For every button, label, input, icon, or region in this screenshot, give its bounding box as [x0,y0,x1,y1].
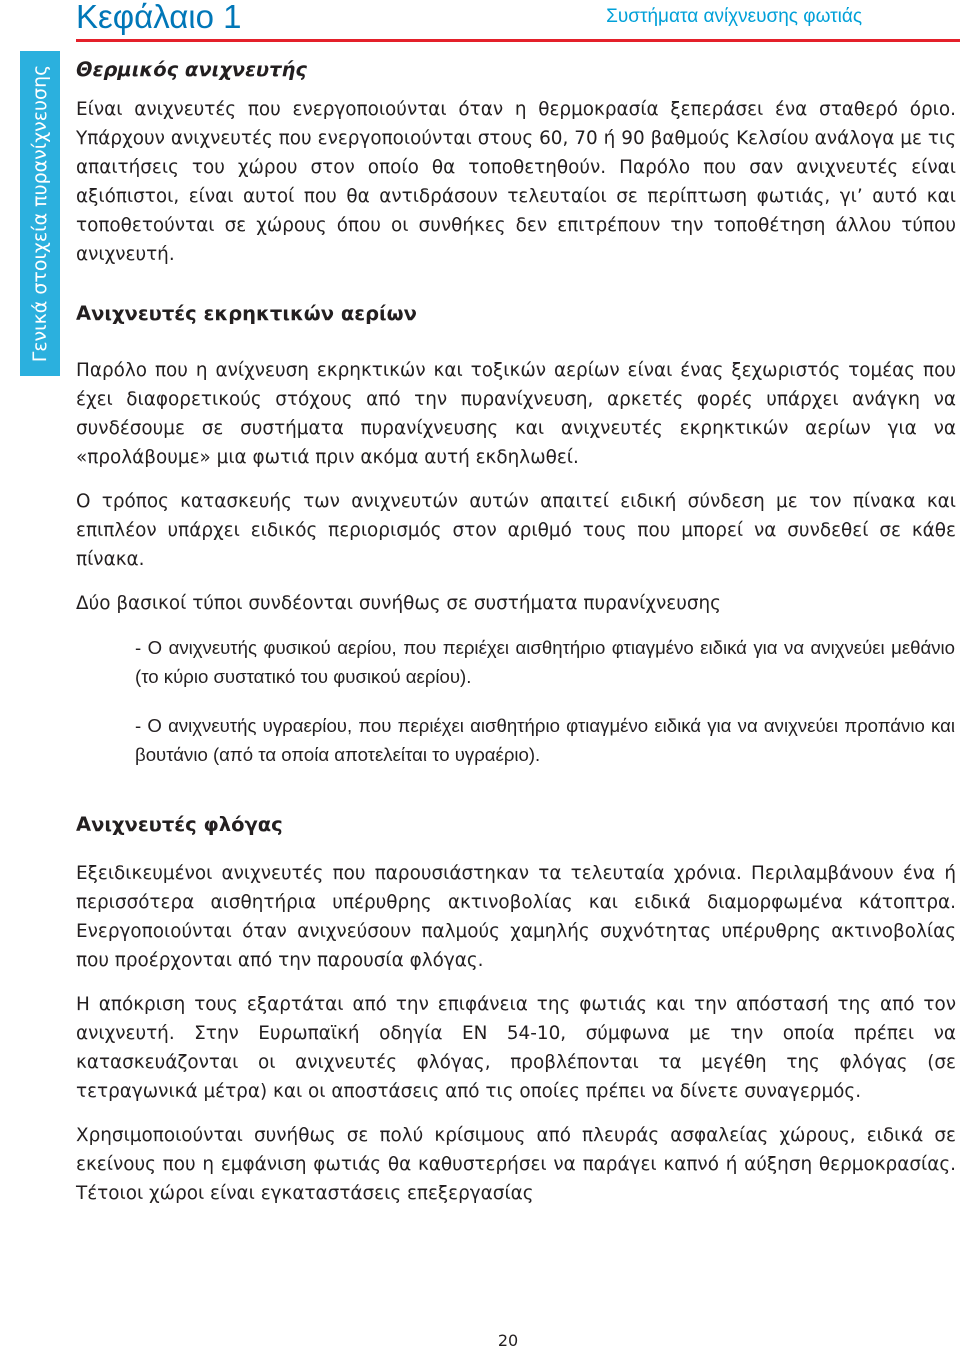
flame-paragraph-1: Εξειδικευμένοι ανιχνευτές που παρουσιάστηκαν τα τελευταία χρόνια. Περιλαμβάνουν ένα ή περισσότερα αισθητήρια υπέρυθρης ακτινοβολίας και ειδικά διαμορφωμένα κάτοπτρα. Ενεργοποιούνται όταν ανιχνεύσουν παλμούς χαμηλής συχνότητας υπέρυθρης ακτινοβολίας που προέρχονται από την παρουσία φλόγας. [76,863,956,971]
gas-paragraph-3: Δύο βασικοί τύποι συνδέονται συνήθως σε συστήματα πυρανίχνευσης [76,593,721,614]
flame-paragraph-3: Χρησιμοποιούνται συνήθως σε πολύ κρίσιμους από πλευράς ασφαλείας χώρους, ειδικά σε εκείνους που η εμφάνιση φωτιάς θα καθυστερήσει να παράγει καπνό ή αύξηση θερμοκρασίας. Τέτοιοι χώροι είναι εγκαταστάσεις επεξεργασίας [76,1125,956,1204]
header-rule [76,39,960,42]
thermal-detector-heading: Θερμικός ανιχνευτής [76,58,307,81]
gas-paragraph-1: Παρόλο που η ανίχνευση εκρηκτικών και τοξικών αερίων είναι ένας ξεχωριστός τομέας που έχει διαφορετικούς στόχους από την πυρανίχνευση, αρκετές φορές υπάρχει ανάγκη να συνδέσουμε σε συστήματα πυρανίχνευσης και ανιχνευτές εκρηκτικών αερίων για να «προλάβουμε» μια φωτιά πριν ακόμα αυτή εκδηλωθεί. [76,360,956,468]
gas-types-list [135,633,955,769]
list-item: - Ο ανιχνευτής υγραερίου, που περιέχει αισθητήριο φτιαγμένο ειδικά για να ανιχνεύει προπάνιο και βουτάνιο (από τα οποία αποτελείται το υγραέριο). [135,715,955,765]
flame-paragraph-2: Η απόκριση τους εξαρτάται από την επιφάνεια της φωτιάς και την απόστασή της από τον ανιχνευτή. Στην Ευρωπαϊκή οδηγία EN 54-10, σύμφωνα με την οποία πρέπει να κατασκευάζονται οι ανιχνευτές φλόγας, προβλέπονται τα μεγέθη της φλόγας (σε τετραγωνικά μέτρα) και οι αποστάσεις από τις οποίες πρέπει να δίνετε συναγερμός. [76,994,956,1102]
gas-detector-heading: Ανιχνευτές εκρηκτικών αερίων [76,302,417,325]
gas-paragraph-2: Ο τρόπος κατασκευής των ανιχνευτών αυτών απαιτεί ειδική σύνδεση με τον πίνακα και επιπλέον υπάρχει ειδικός περιορισμός στον αριθμό τους που μπορεί να συνδεθεί σε κάθε πίνακα. [76,491,956,570]
sidebar-tab-label: Γενικά στοιχεία πυρανίχνευσης [29,64,51,363]
page-number: 20 [497,1331,519,1350]
flame-detector-heading: Ανιχνευτές φλόγας [76,813,283,836]
list-item: - Ο ανιχνευτής φυσικού αερίου, που περιέχει αισθητήριο φτιαγμένο ειδικά για να ανιχνεύει μεθάνιο (το κύριο συστατικό του φυσικού αερίου). [135,637,955,687]
page-content [76,55,956,1208]
thermal-paragraph: Είναι ανιχνευτές που ενεργοποιούνται όταν η θερμοκρασία ξεπεράσει ένα σταθερό όριο. Υπάρχουν ανιχνευτές που ενεργοποιούνται στους 60, 70 ή 90 βαθμούς Κελσίου ανάλογα με τις απαιτήσεις του χώρου στον οποίο θα τοποθετηθούν. Παρόλο που σαν ανιχνευτές είναι αξιόπιστοι, είναι αυτοί που θα αντιδράσουν τελευταίοι σε περίπτωση φωτιάς, γι’ αυτό και τοποθετούνται σε χώρους όπου οι συνθήκες δεν επιτρέπουν την τοποθέτηση άλλου τύπου ανιχνευτή. [76,99,956,265]
chapter-title: Κεφάλαιο 1 [76,0,242,35]
chapter-subtitle: Συστήματα ανίχνευσης φωτιάς [606,6,862,27]
